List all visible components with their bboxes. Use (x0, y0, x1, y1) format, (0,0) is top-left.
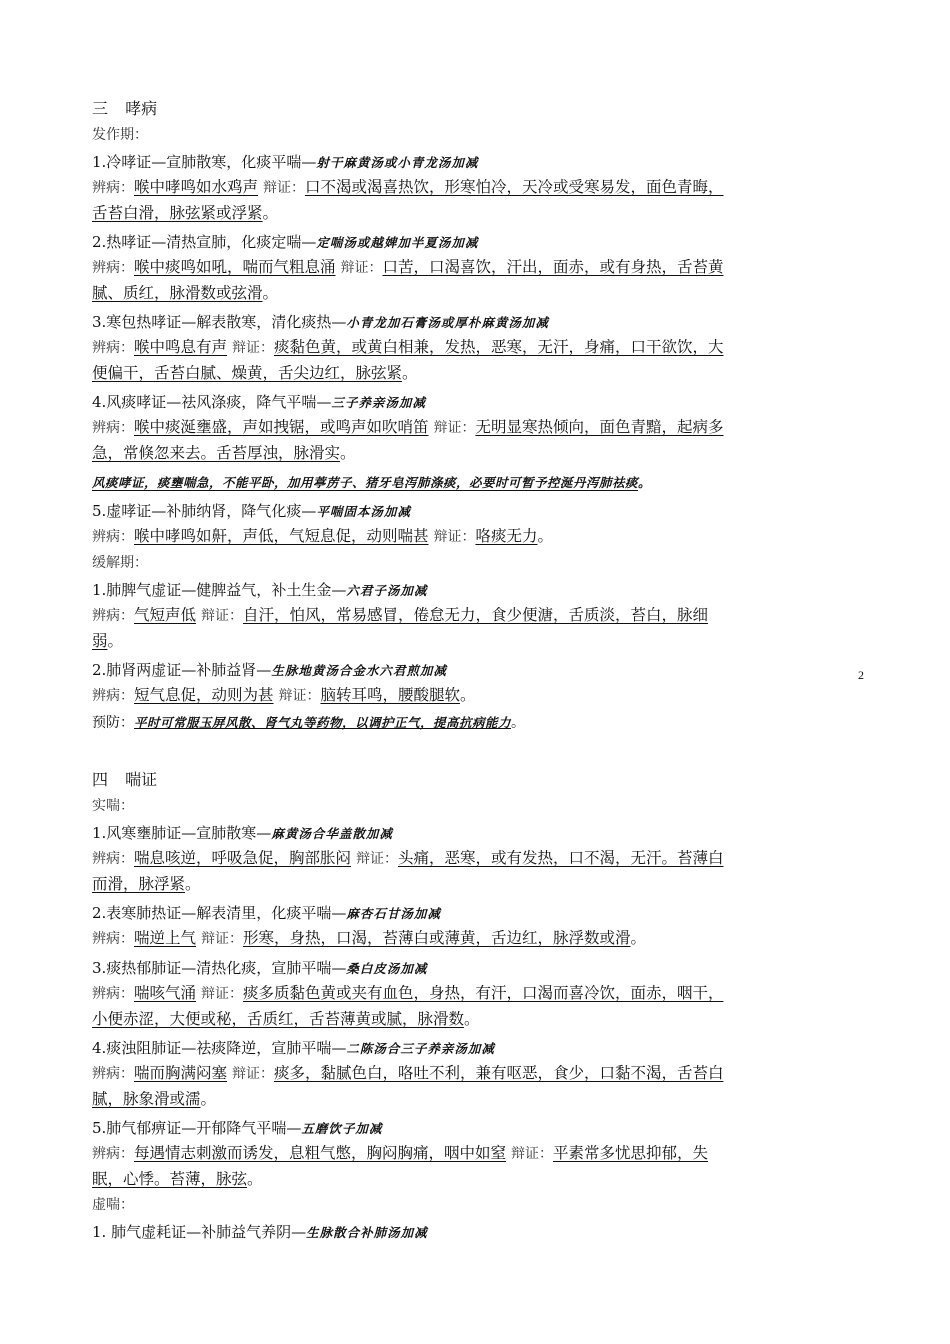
bianzheng-text: 痰多，黏腻色白，咯吐不利，兼有呕恶，食少，口黏不渴，舌苔白腻，脉象滑或濡 (92, 1064, 724, 1108)
syndrome-title (92, 901, 732, 925)
sentence-end: 。 (185, 875, 201, 893)
syndrome-detail (92, 255, 732, 306)
syndrome-detail (92, 683, 732, 709)
bianbing-label: 辨病： (92, 931, 134, 947)
syndrome-title (92, 578, 732, 602)
bianbing-text: 喘逆上气 (134, 929, 197, 947)
note-text: 风痰哮证，痰壅喘急，不能平卧，加用葶苈子、猪牙皂泻肺涤痰，必要时可暂予控涎丹泻肺祛痰 (92, 475, 639, 490)
bianbing-text: 气短声低 (134, 606, 197, 624)
formula-name: 射干麻黄汤或小青龙汤加减 (316, 155, 479, 170)
syndrome-title (92, 499, 732, 523)
syndrome-title (92, 956, 732, 980)
syndrome-title (92, 390, 732, 414)
sentence-end: 。 (537, 527, 553, 545)
formula-name: 麻杏石甘汤加减 (346, 906, 441, 921)
syndrome-title (92, 1220, 732, 1244)
syndrome-heading: 5.虚哮证—补肺纳肾，降气化痰— (92, 502, 317, 520)
syndrome-detail (92, 846, 732, 897)
syndrome-heading: 1.风寒壅肺证—宣肺散寒— (92, 824, 272, 842)
syndrome-heading: 4.风痰哮证—祛风涤痰，降气平喘— (92, 393, 332, 411)
bianzheng-label: 辩证： (200, 608, 243, 624)
formula-name: 桑白皮汤加减 (346, 961, 428, 976)
sentence-end: 。 (262, 284, 279, 302)
bianzheng-label: 辩证： (340, 260, 383, 276)
formula-name: 三子养亲汤加减 (331, 395, 426, 410)
bianbing-label: 辨病： (92, 1146, 134, 1162)
bianzheng-text: 平素常多忧思抑郁，失眠，心悸。苔薄，脉弦 (92, 1144, 708, 1188)
sentence-end: 。 (402, 364, 418, 382)
syndrome-title (92, 150, 732, 174)
bianzheng-text: 无明显寒热倾向，面色青黯，起病多急，常倏忽来去。舌苔厚浊，脉滑实 (92, 418, 724, 462)
clinical-note (92, 470, 732, 495)
bianzheng-label: 辩证： (433, 529, 476, 545)
syndrome-heading: 4.痰浊阻肺证—祛痰降逆，宣肺平喘— (92, 1039, 347, 1057)
section-heading-dyspnea (92, 767, 732, 793)
syndrome-heading: 1.肺脾气虚证—健脾益气，补土生金— (92, 581, 347, 599)
sentence-end: 。 (638, 475, 652, 490)
bianzheng-text: 头痛，恶寒，或有发热，口不渴，无汗。苔薄白而滑，脉浮紧 (92, 849, 724, 893)
syndrome-title (92, 230, 732, 254)
syndrome-detail (92, 415, 732, 466)
formula-name: 小青龙加石膏汤或厚朴麻黄汤加减 (346, 315, 549, 330)
syndrome-heading: 3.痰热郁肺证—清热化痰，宣肺平喘— (92, 959, 347, 977)
syndrome-title (92, 658, 732, 682)
page-number: 2 (858, 668, 864, 682)
bianzheng-label: 辩证： (433, 420, 476, 436)
syndrome-detail (92, 603, 732, 654)
bianbing-text: 喉中痰鸣如吼，喘而气粗息涌 (134, 258, 336, 276)
bianbing-label: 辨病： (92, 260, 134, 276)
sentence-end: 。 (262, 204, 279, 222)
bianzheng-label: 辩证： (231, 1066, 274, 1082)
bianzheng-label: 辩证： (278, 688, 321, 704)
syndrome-detail (92, 524, 732, 550)
syndrome-detail (92, 981, 732, 1032)
bianzheng-label: 辩证： (200, 986, 243, 1002)
sentence-end: 。 (200, 1090, 217, 1108)
prevention-label: 预防： (92, 715, 134, 731)
syndrome-detail (92, 926, 732, 952)
sentence-end: 。 (107, 632, 124, 650)
bianbing-label: 辨病： (92, 688, 134, 704)
section-title: 哮病 (125, 99, 158, 118)
page-content (92, 96, 732, 1244)
syndrome-heading: 3.寒包热哮证—解表散寒，清化痰热— (92, 313, 347, 331)
syndrome-heading: 1. 肺气虚耗证—补肺益气养阴— (92, 1223, 307, 1241)
syndrome-title (92, 1036, 732, 1060)
bianzheng-text: 咯痰无力 (475, 527, 538, 545)
excess-dyspnea-label: 实喘： (92, 798, 134, 814)
prevention-text: 平时可常服玉屏风散、肾气丸等药物，以调护正气，提高抗病能力 (134, 715, 512, 730)
prevention-line (92, 711, 732, 735)
formula-name: 生脉地黄汤合金水六君煎加减 (271, 663, 447, 678)
bianbing-label: 辨病： (92, 340, 134, 356)
section-number: 三 (92, 99, 109, 118)
remission-phase-label: 缓解期： (92, 555, 148, 571)
sentence-end: 。 (340, 444, 356, 462)
formula-name: 六君子汤加减 (346, 583, 428, 598)
section-title: 喘证 (125, 770, 158, 789)
bianzheng-label: 辩证： (262, 180, 305, 196)
bianbing-text: 喘而胸满闷塞 (134, 1064, 228, 1082)
bianzheng-text: 自汗，怕风，常易感冒，倦怠无力，食少便溏，舌质淡，苔白，脉细弱 (92, 606, 708, 650)
syndrome-heading: 2.热哮证—清热宣肺，化痰定喘— (92, 233, 317, 251)
bianzheng-label: 辩证： (510, 1146, 553, 1162)
syndrome-heading: 1.冷哮证—宣肺散寒，化痰平喘— (92, 153, 317, 171)
bianzheng-text: 痰多质黏色黄或夹有血色，身热，有汗，口渴而喜冷饮，面赤，咽干，小便赤涩，大便或秘，舌质红，舌苔薄黄或腻，脉滑数 (92, 984, 724, 1028)
bianbing-label: 辨病： (92, 986, 134, 1002)
deficiency-dyspnea-label: 虚喘： (92, 1197, 134, 1213)
bianzheng-label: 辩证： (200, 931, 243, 947)
bianbing-text: 短气息促，动则为甚 (134, 686, 274, 704)
attack-phase-label: 发作期： (92, 127, 148, 143)
bianbing-text: 喘息咳逆，呼吸急促，胸部胀闷 (134, 849, 352, 867)
sentence-end: 。 (464, 1010, 480, 1028)
sentence-end: 。 (511, 715, 526, 731)
bianzheng-label: 辩证： (231, 340, 274, 356)
bianbing-text: 喉中哮鸣如水鸡声 (134, 178, 259, 196)
bianbing-label: 辨病： (92, 851, 134, 867)
syndrome-detail (92, 1141, 732, 1192)
bianbing-text: 喘咳气涌 (134, 984, 197, 1002)
formula-name: 五磨饮子加减 (301, 1121, 383, 1136)
syndrome-detail (92, 335, 732, 386)
bianbing-label: 辨病： (92, 180, 134, 196)
sentence-end: 。 (630, 929, 646, 947)
bianbing-label: 辨病： (92, 529, 134, 545)
bianbing-text: 喉中鸣息有声 (134, 338, 228, 356)
bianzheng-text: 口不渴或渴喜热饮，形寒怕冷，天冷或受寒易发，面色青晦，舌苔白滑，脉弦紧或浮紧 (92, 178, 724, 222)
formula-name: 麻黄汤合华盖散加减 (271, 826, 393, 841)
formula-name: 平喘固本汤加减 (316, 504, 411, 519)
formula-name: 生脉散合补肺汤加减 (306, 1225, 428, 1240)
bianbing-label: 辨病： (92, 420, 134, 436)
syndrome-title (92, 821, 732, 845)
bianbing-text: 喉中哮鸣如鼾，声低，气短息促，动则喘甚 (134, 527, 429, 545)
sentence-end: 。 (247, 1170, 263, 1188)
section-number: 四 (92, 770, 109, 789)
bianzheng-text: 口苦，口渴喜饮，汗出，面赤，或有身热，舌苔黄腻、质红，脉滑数或弦滑 (92, 258, 724, 302)
sentence-end: 。 (459, 686, 476, 704)
syndrome-title (92, 1116, 732, 1140)
syndrome-detail (92, 1061, 732, 1112)
bianzheng-text: 脑转耳鸣，腰酸腿软 (320, 686, 460, 704)
bianzheng-text: 形寒，身热，口渴，苔薄白或薄黄，舌边红，脉浮数或滑 (242, 929, 631, 947)
formula-name: 定喘汤或越婢加半夏汤加减 (316, 235, 479, 250)
syndrome-heading: 2.肺肾两虚证—补肺益肾— (92, 661, 272, 679)
syndrome-detail (92, 175, 732, 226)
bianzheng-text: 痰黏色黄，或黄白相兼，发热，恶寒，无汗，身痛，口干欲饮，大便偏干，舌苔白腻、燥黄，舌尖边红，脉弦紧 (92, 338, 724, 382)
bianbing-text: 每遇情志刺激而诱发，息粗气憋，胸闷胸痛，咽中如窒 (134, 1144, 507, 1162)
bianbing-text: 喉中痰涎壅盛，声如拽锯，或鸣声如吹哨笛 (134, 418, 429, 436)
syndrome-heading: 5.肺气郁痹证—开郁降气平喘— (92, 1119, 302, 1137)
bianzheng-label: 辩证： (355, 851, 398, 867)
syndrome-heading: 2.表寒肺热证—解表清里，化痰平喘— (92, 904, 347, 922)
bianbing-label: 辨病： (92, 1066, 134, 1082)
section-heading-asthma (92, 96, 732, 122)
formula-name: 二陈汤合三子养亲汤加减 (346, 1041, 495, 1056)
bianbing-label: 辨病： (92, 608, 134, 624)
syndrome-title (92, 310, 732, 334)
